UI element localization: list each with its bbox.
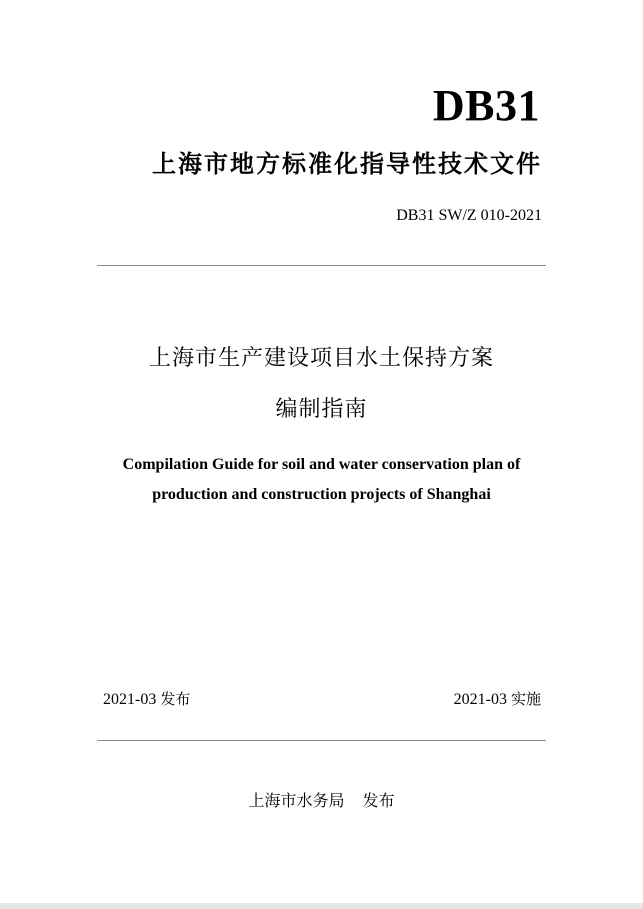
standard-code: DB31 [432, 81, 540, 130]
issue-date-line [103, 686, 190, 713]
document-type: 上海市地方标准化指导性技术文件 [152, 150, 542, 178]
top-divider [97, 265, 546, 266]
page-bottom-edge [0, 903, 643, 909]
publisher-line [0, 787, 643, 815]
publisher-name: 上海市水务局 [248, 791, 345, 810]
standard-number: DB31 SW/Z 010-2021 [396, 207, 542, 224]
title-chinese-line-1: 上海市生产建设项目水土保持方案 [148, 346, 494, 371]
title-chinese-line-2: 编制指南 [275, 397, 368, 422]
implementation-date: 2021-03 [453, 691, 507, 708]
title-english-line-2: production and construction projects of Shanghai [152, 486, 491, 503]
issue-label: 发布 [160, 690, 191, 708]
implementation-label: 实施 [510, 690, 541, 708]
implementation-date-line [454, 686, 541, 713]
publish-label: 发布 [362, 791, 395, 810]
bottom-divider [97, 740, 546, 741]
issue-date: 2021-03 [103, 691, 157, 708]
title-english-line-1: Compilation Guide for soil and water conservation plan of [122, 456, 521, 473]
